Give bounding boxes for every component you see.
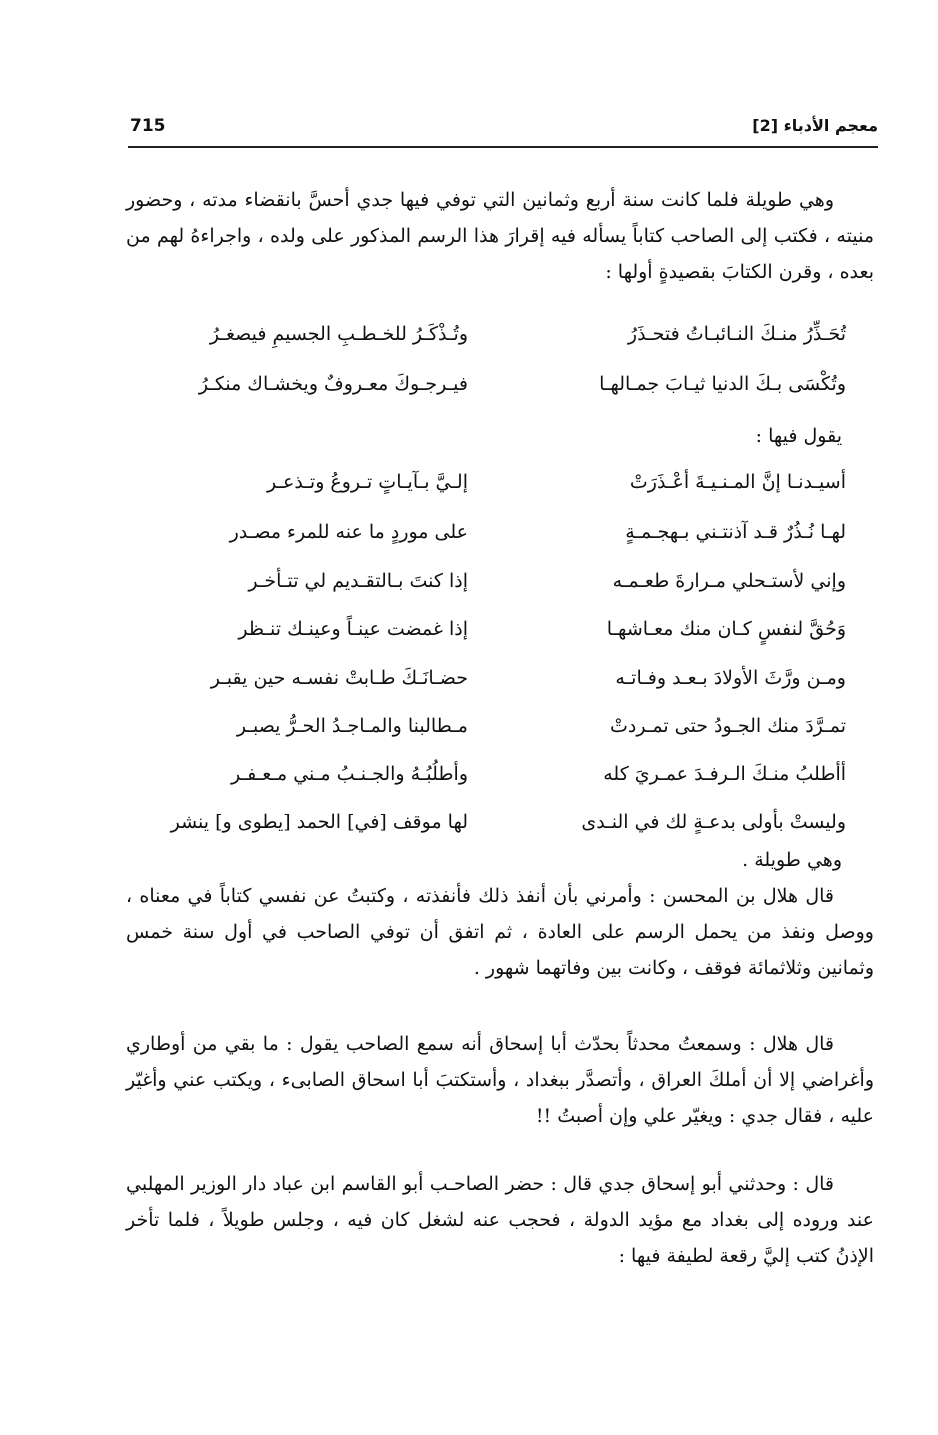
verse-second-hemistich: إلـيَّ بـآيـاتٍ تـروعُ وتـذعـر [266,471,468,493]
verse-first-hemistich: أسيـدنـا إنَّ المـنـيـةَ أعْـذَرَتْ [629,471,846,493]
poem-2-verse-4 [138,609,846,649]
verse-second-hemistich: لها موقف [في] الحمد [يطوى و] ينشر [170,811,468,833]
poem-2-verse-8 [138,802,846,842]
verse-first-hemistich: ومـن ورَّثَ الأولادَ بـعـد وفـاتـه [615,667,846,689]
verse-second-hemistich: حضـانَـكَ طـابتْ نفسـه حين يقبـر [210,667,468,689]
poem-2-verse-7 [138,754,846,794]
poem-outro: وهي طويلة . [742,849,842,871]
header-divider [128,146,878,148]
paragraph-1: وهي طويلة فلما كانت سنة أربع وثمانين التي توفي فيها جدي أحسَّ بانقضاء مدته ، وحضور منيته ، فكتب إلى الصاحب كتاباً يسأله فيه إقرارَ هذا الرسم المذكور على ولده ، واجراءهُ لهم من بعده ، وقرن الكتابَ بقصيدةٍ أولها : [126,189,874,283]
poem-2-verse-1 [138,462,846,502]
verse-first-hemistich: وَحُقَّ لنفسٍ كـان منك معـاشهـا [606,618,846,640]
verse-second-hemistich: على موردٍ ما عنه للمرء مصـدر [229,521,468,543]
verse-second-hemistich: إذا غمضت عينـاً وعينـك تنـظر [238,618,468,640]
verse-first-hemistich: أأطلبُ منـكَ الـرفـدَ عمـريَ كله [603,763,846,785]
verse-first-hemistich: تُحَـذِّرُ منـكَ النـائبـاتُ فتحـذَرُ [627,323,846,345]
paragraph-4: قال : وحدثني أبو إسحاق جدي قال : حضر الصاحـب أبو القاسم ابن عباد دار الوزير المهلبي عند وروده إلى بغداد مع مؤيد الدولة ، فحجب عنه لشغل كان فيه ، وجلس طويلاً ، فلما تأخر الإذنُ كتب إليَّ رقعة لطيفة فيها : [126,1173,874,1267]
paragraph-3: قال هلال : وسمعتُ محدثاً بحدّث أبا إسحاق أنه سمع الصاحب يقول : ما بقي من أوطاري وأغراضي إلا أن أملكَ العراق ، وأتصدَّر ببغداد ، وأستكتبَ أبا اسحاق الصابىء ، ويكتب عني وأغيّر عليه ، فقال جدي : ويغيّر علي وإن أصبتُ !! [126,1033,874,1127]
verse-first-hemistich: تمـرَّدَ منك الجـودُ حتى تمـردتْ [609,715,846,737]
verse-first-hemistich: وتُكْسَى بـكَ الدنيا ثيـابَ جمـالهـا [599,373,846,395]
poem-2-verse-2 [138,512,846,552]
poem-1-verse-2 [138,364,846,404]
verse-second-hemistich: وأطلُبُـهُ والجـنـبُ مـني مـعـفـر [231,763,468,785]
verse-second-hemistich: إذا كنتَ بـالتقـديم لي تتـأخـر [248,570,468,592]
verse-first-hemistich: لهـا نُـذُرٌ قـد آذنتـني بـهجـمـةٍ [625,521,846,543]
verse-second-hemistich: وتُـذْكَـرُ للخـطـبِ الجسيمِ فيصغـرُ [209,323,468,345]
paragraph-2: قال هلال بن المحسن : وأمرني بأن أنفذ ذلك فأنفذته ، وكتبتُ عن نفسي كتاباً في معناه ، ووصل ونفذ من يحمل الرسم على العادة ، ثم اتفق أن توفي الصاحب في أول سنة خمس وثمانين وثلاثمائة فوقف ، وكانت بين وفاتهما شهور . [126,885,874,979]
verse-first-hemistich: وليستْ بأولى بدعـةٍ لك في النـدى [581,811,846,833]
poem-2-verse-5 [138,658,846,698]
poem-1-verse-1 [138,314,846,354]
verse-first-hemistich: وإني لأستـحلي مـرارةَ طعـمـه [612,570,846,592]
running-title: معجم الأدباء [2] [752,116,878,135]
poem-2-verse-3 [138,561,846,601]
poem-2-verse-6 [138,706,846,746]
verse-second-hemistich: فيـرجـوكَ معـروفٌ ويخشـاك منكـرُ [198,373,468,395]
page-number: 715 [130,116,166,136]
poem-intro: يقول فيها : [755,425,842,447]
verse-second-hemistich: مـطالبنا والمـاجـدُ الحـرُّ يصبـر [236,715,468,737]
page-header [128,110,878,144]
